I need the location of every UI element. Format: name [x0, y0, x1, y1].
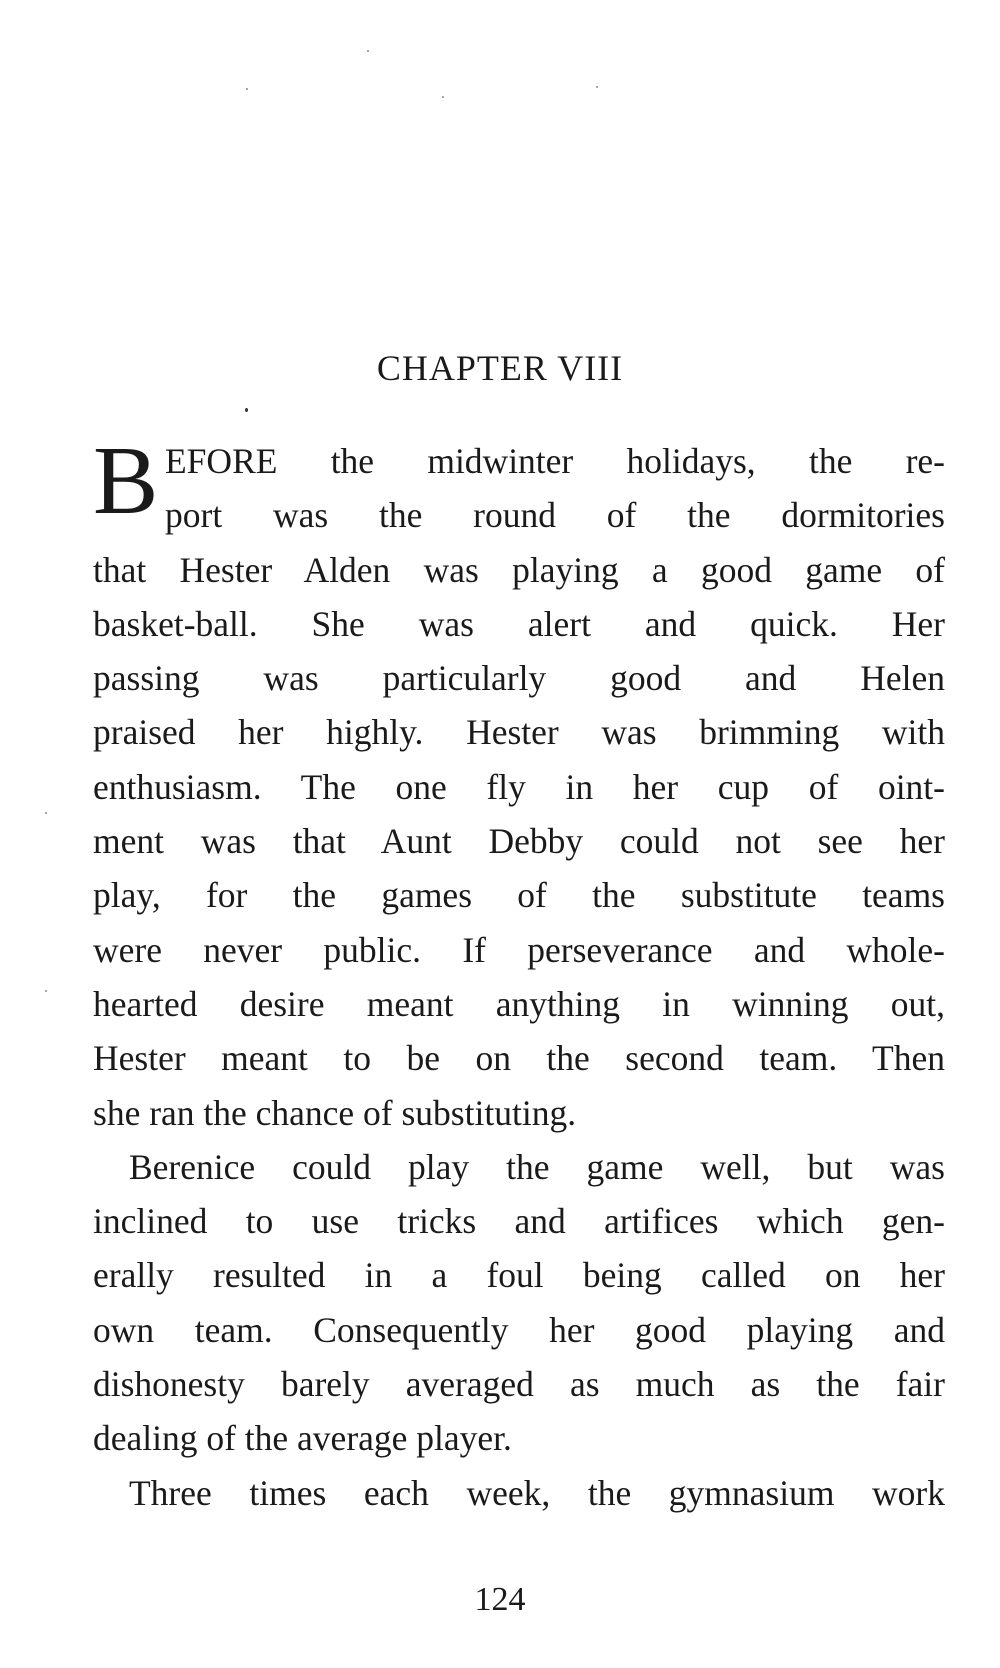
text-line: passing was particularly good and Helen [93, 658, 945, 699]
text-line: ment was that Aunt Debby could not see her [93, 821, 945, 862]
paper-speck [367, 50, 369, 52]
text-line: dishonesty barely averaged as much as the fair [93, 1364, 945, 1405]
text-line: hearted desire meant anything in winning out, [93, 983, 945, 1024]
text-line: dealing of the average player. [93, 1418, 512, 1459]
text-line: port was the round of the dormitories [165, 495, 945, 536]
text-line: praised her highly. Hester was brimming with [93, 712, 945, 753]
text-line: she ran the chance of substituting. [93, 1092, 577, 1133]
chapter-title: CHAPTER VIII [376, 348, 624, 388]
text-line: enthusiasm. The one fly in her cup of oint- [93, 766, 945, 807]
body-text [93, 427, 945, 1520]
text-line: EFORE the midwinter holidays, the re- [165, 441, 945, 481]
drop-cap: B [93, 427, 159, 535]
paper-speck [45, 812, 47, 814]
text-line: Hester meant to be on the second team. Then [93, 1038, 945, 1079]
text-line: erally resulted in a foul being called on her [93, 1255, 945, 1296]
paper-speck [246, 88, 248, 90]
text-line: inclined to use tricks and artifices which gen- [93, 1201, 945, 1242]
text-line: basket-ball. She was alert and quick. Her [93, 603, 945, 644]
text-line: that Hester Alden was playing a good game of [93, 549, 945, 590]
paper-speck [442, 96, 444, 98]
text-line: Three times each week, the gymnasium work [129, 1472, 945, 1513]
paper-speck [596, 86, 598, 88]
paper-speck [45, 990, 47, 992]
text-line: own team. Consequently her good playing and [93, 1309, 945, 1350]
text-line: were never public. If perseverance and whole- [93, 929, 945, 970]
text-line: Berenice could play the game well, but was [129, 1146, 945, 1187]
page-number: 124 [474, 1581, 526, 1618]
paper-speck [245, 408, 248, 412]
text-line: play, for the games of the substitute teams [93, 875, 945, 916]
